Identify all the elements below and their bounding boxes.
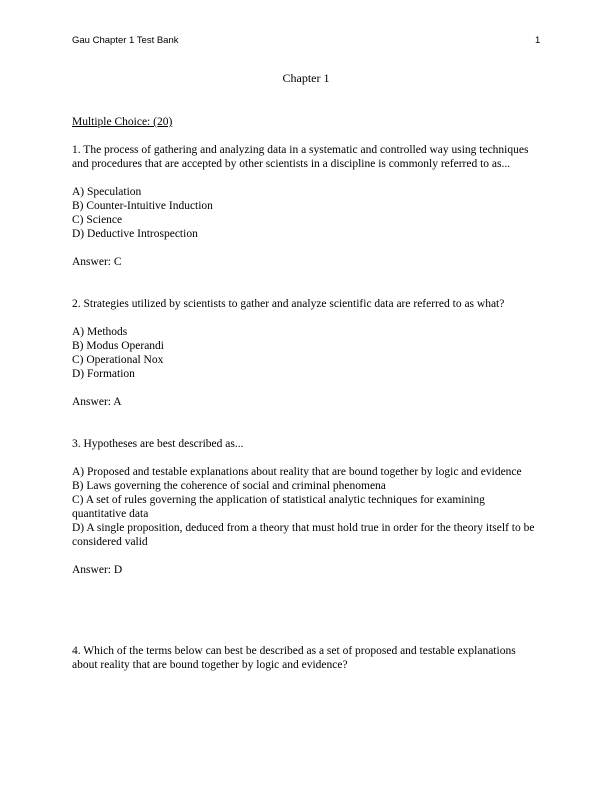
question-3 (72, 437, 542, 577)
answer-options (72, 325, 542, 381)
spacer (72, 269, 542, 297)
option-a: A) Speculation (72, 186, 142, 198)
option-d: D) Deductive Introspection (72, 228, 198, 240)
answer-key: Answer: C (72, 256, 122, 268)
question-1 (72, 143, 542, 269)
option-b: B) Laws governing the coherence of social and criminal phenomena (72, 480, 386, 492)
question-stem: 4. Which of the terms below can best be described as a set of proposed and testable explanations about reality that are bound together by logic and evidence? (72, 645, 516, 671)
spacer (72, 409, 542, 437)
option-d: D) A single proposition, deduced from a theory that must hold true in order for the theory itself to be considered valid (72, 522, 535, 548)
answer-options (72, 465, 542, 549)
question-4 (72, 644, 542, 672)
option-b: B) Modus Operandi (72, 340, 164, 352)
option-c: C) Operational Nox (72, 354, 164, 366)
answer-key: Answer: A (72, 396, 122, 408)
spacer (72, 577, 542, 644)
answer-key: Answer: D (72, 564, 123, 576)
option-c: C) Science (72, 214, 123, 226)
question-stem: 3. Hypotheses are best described as... (72, 438, 244, 450)
chapter-title: Chapter 1 (282, 71, 330, 85)
question-2 (72, 297, 542, 409)
option-b: B) Counter-Intuitive Induction (72, 200, 213, 212)
option-a: A) Methods (72, 326, 128, 338)
question-stem: 2. Strategies utilized by scientists to gather and analyze scientific data are referred to as what? (72, 298, 505, 310)
option-d: D) Formation (72, 368, 135, 380)
option-a: A) Proposed and testable explanations about reality that are bound together by logic and evidence (72, 466, 522, 478)
question-stem: 1. The process of gathering and analyzing data in a systematic and controlled way using techniques and procedures that are accepted by other scientists in a discipline is commonly referred to as... (72, 144, 529, 170)
section-heading: Multiple Choice: (20) (72, 116, 173, 128)
document-body (72, 115, 542, 686)
answer-options (72, 185, 542, 241)
page-number: 1 (535, 35, 541, 46)
running-header: Gau Chapter 1 Test Bank (72, 35, 179, 46)
option-c: C) A set of rules governing the application of statistical analytic techniques for examining quantitative data (72, 494, 485, 520)
